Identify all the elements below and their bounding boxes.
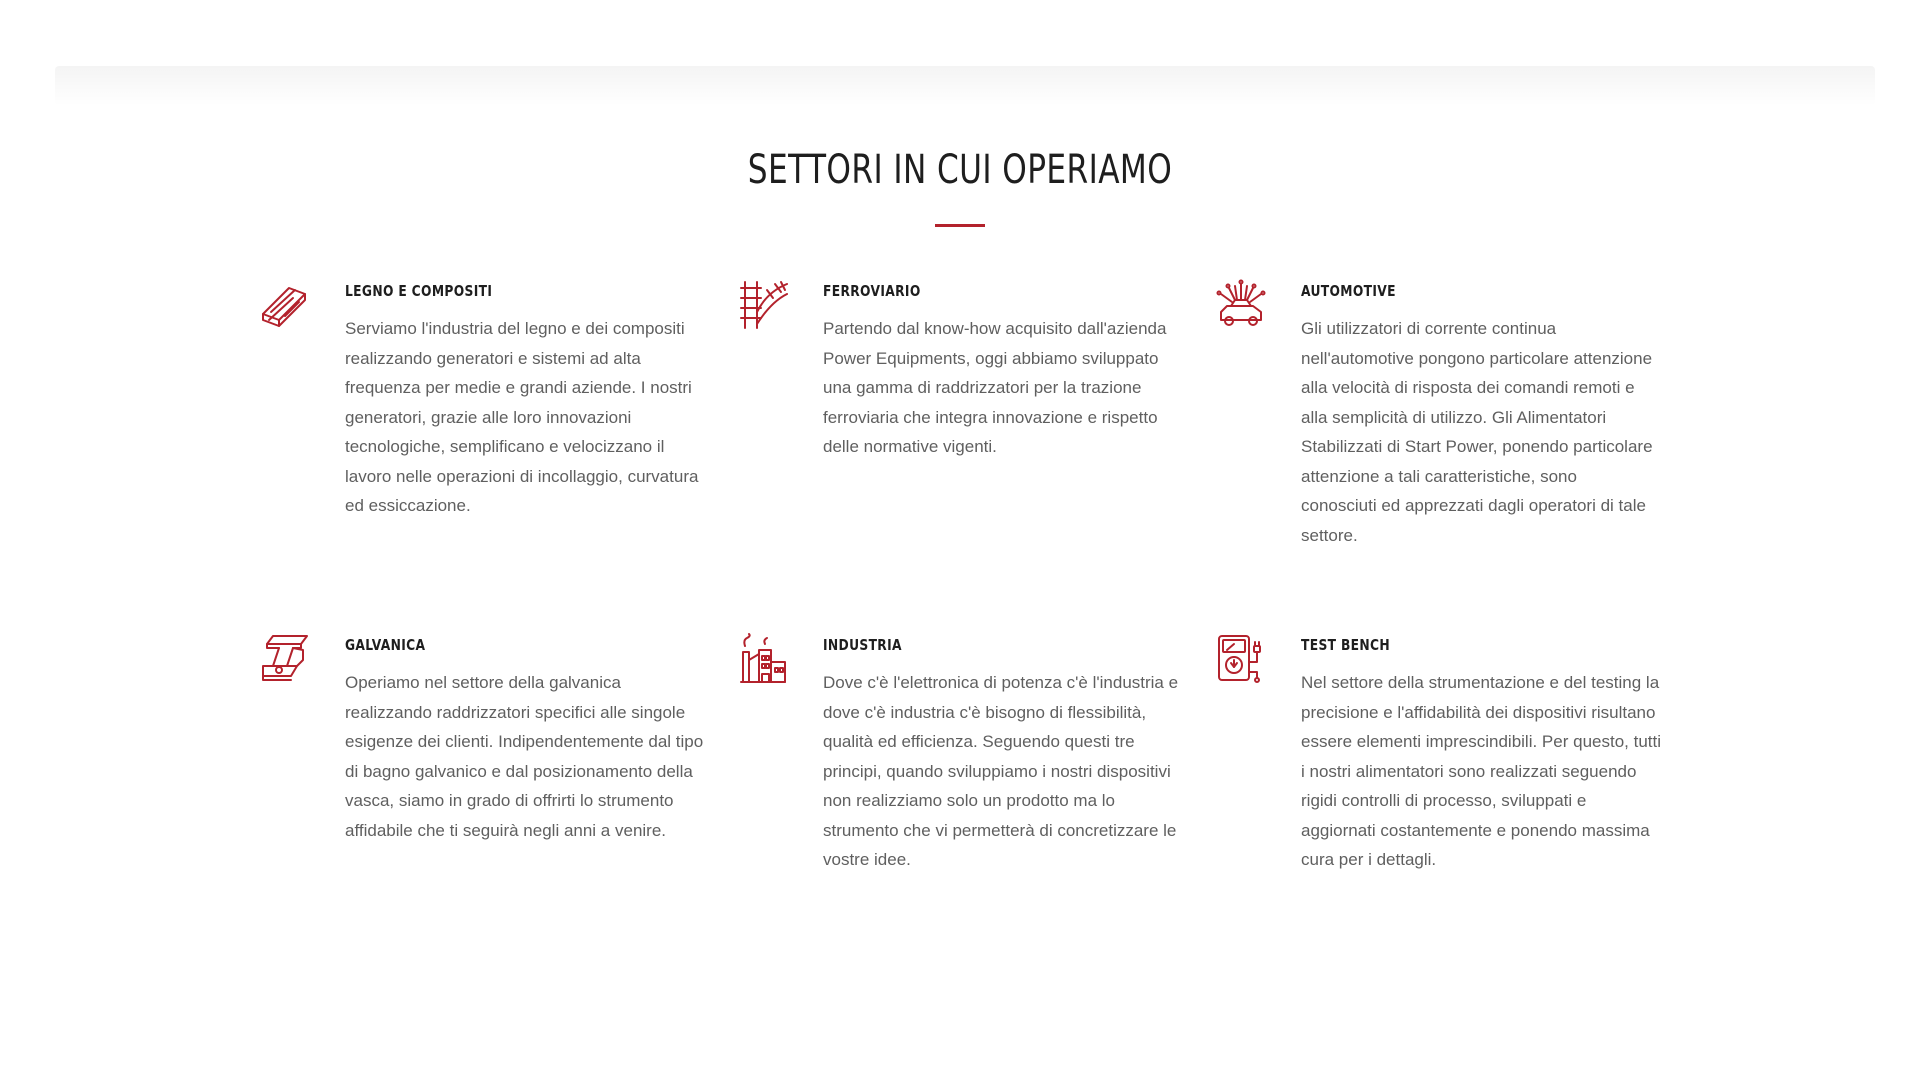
electric-car-icon (1215, 278, 1267, 330)
title-underline-divider (935, 224, 985, 227)
sector-title: FERROVIARIO (823, 282, 921, 300)
sector-description: Partendo dal know-how acquisito dall'azienda Power Equipments, oggi abbiamo sviluppato una gamma di raddrizzatori per la trazione ferroviaria che integra innovazione e rispetto delle normative vigenti. (823, 319, 1167, 456)
railway-icon (737, 278, 789, 330)
sector-description: Serviamo l'industria del legno e dei compositi realizzando generatori e sistemi ad alta frequenza per medie e grandi aziende. I nostri generatori, grazie alle loro innovazioni tecnologiche, semplificano e velocizzano il lavoro nelle operazioni di incollaggio, curvatura ed essiccazione. (345, 319, 699, 515)
sector-title: INDUSTRIA (823, 636, 902, 654)
multimeter-icon (1215, 632, 1267, 684)
sector-description: Nel settore della strumentazione e del testing la precisione e l'affidabilità dei dispositivi risultano essere elementi imprescindibili. Per questo, tutti i nostri alimentatori sono realizzati seguendo rigidi controlli di processo, sviluppati e aggiornati costantemente e ponendo massima cura per i dettagli. (1301, 673, 1661, 869)
sector-title: TEST BENCH (1301, 636, 1390, 654)
steel-beam-icon (259, 632, 311, 684)
header-shadow-divider (55, 66, 1875, 106)
factory-icon (737, 632, 789, 684)
sector-title: LEGNO E COMPOSITI (345, 282, 493, 300)
sector-title: GALVANICA (345, 636, 426, 654)
sector-title: AUTOMOTIVE (1301, 282, 1396, 300)
sector-description: Operiamo nel settore della galvanica realizzando raddrizzatori specifici alle singole esigenze dei clienti. Indipendentemente dal tipo di bagno galvanico e dal posizionamento della vasca, siamo in grado di offrirti lo strumento affidabile che ti seguirà negli anni a venire. (345, 673, 704, 840)
sector-description: Gli utilizzatori di corrente continua nell'automotive pongono particolare attenzione alla velocità di risposta dei comandi remoti e alla semplicità di utilizzo. Gli Alimentatori Stabilizzati di Start Power, ponendo particolare attenzione a tali caratteristiche, sono conosciuti ed apprezzati dagli operatori di tale settore. (1301, 319, 1653, 545)
wood-planks-icon (259, 278, 311, 330)
sector-description: Dove c'è l'elettronica di potenza c'è l'industria e dove c'è industria c'è bisogno di flessibilità, qualità ed efficienza. Seguendo questi tre principi, quando sviluppiamo i nostri dispositivi non realizziamo solo un prodotto ma lo strumento che vi permetterà di concretizzare le vostre idee. (823, 673, 1179, 869)
section-title: SETTORI IN CUI OPERIAMO (747, 147, 1173, 193)
